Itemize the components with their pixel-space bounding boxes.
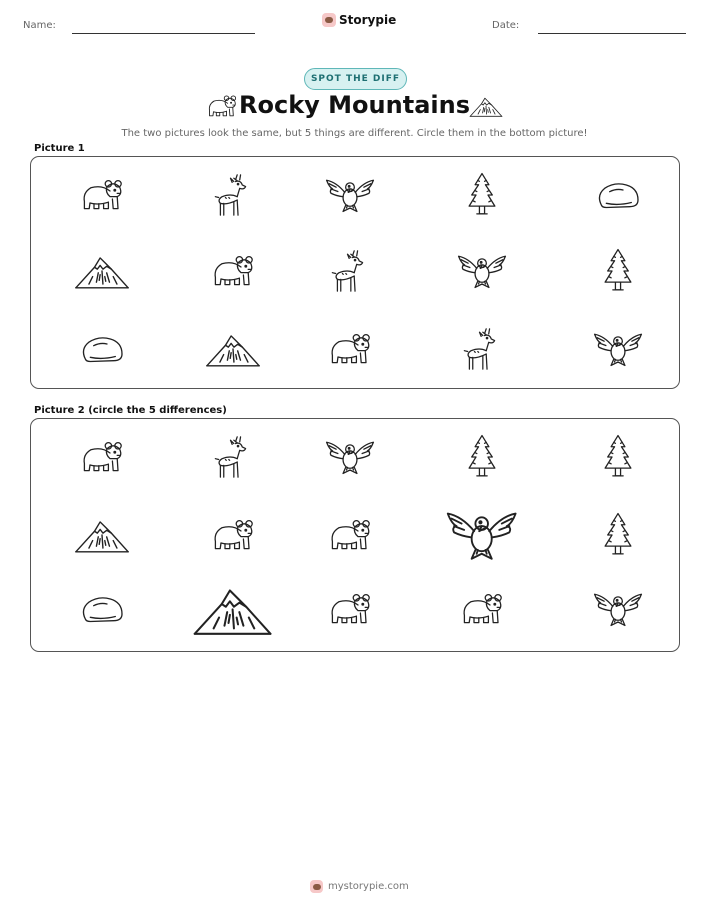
deer-icon[interactable] (329, 247, 371, 295)
deer-icon[interactable] (212, 433, 254, 481)
brand-name: Storypie (339, 13, 397, 27)
mountain-icon[interactable] (205, 328, 261, 370)
mountain-icon (469, 92, 503, 120)
storypie-logo-icon (310, 880, 323, 893)
rock-icon[interactable] (593, 176, 643, 214)
date-field[interactable] (538, 33, 686, 34)
eagle-icon[interactable] (324, 173, 376, 217)
eagle-icon[interactable] (456, 249, 508, 293)
deer-icon[interactable] (212, 171, 254, 219)
eagle-icon[interactable] (592, 587, 644, 631)
eagle-icon[interactable] (444, 503, 519, 567)
storypie-logo-icon (322, 13, 336, 27)
mountain-icon[interactable] (74, 250, 130, 292)
instructions: The two pictures look the same, but 5 things are different. Circle them in the bottom picture! (121, 128, 588, 139)
bear-icon[interactable] (209, 515, 257, 555)
picture2-frame[interactable] (30, 418, 680, 652)
deer-icon[interactable] (461, 325, 503, 373)
rock-icon[interactable] (77, 330, 127, 368)
pine-tree-icon[interactable] (464, 171, 500, 219)
mountain-icon[interactable] (192, 579, 273, 640)
pine-tree-icon[interactable] (464, 433, 500, 481)
bear-icon[interactable] (209, 251, 257, 291)
spot-the-diff-badge: SPOT THE DIFF (304, 68, 407, 90)
rock-icon[interactable] (77, 590, 127, 628)
pine-tree-icon[interactable] (600, 433, 636, 481)
pine-tree-icon[interactable] (600, 511, 636, 559)
bear-icon[interactable] (78, 437, 126, 477)
eagle-icon[interactable] (324, 435, 376, 479)
bear-icon[interactable] (326, 589, 374, 629)
name-field[interactable] (72, 33, 255, 34)
eagle-icon[interactable] (592, 327, 644, 371)
picture1-frame (30, 156, 680, 389)
bear-icon[interactable] (78, 175, 126, 215)
mountain-icon[interactable] (74, 514, 130, 556)
footer (310, 880, 409, 893)
picture2-label: Picture 2 (circle the 5 differences) (34, 405, 227, 416)
picture1-label: Picture 1 (34, 143, 85, 154)
brand (322, 13, 396, 27)
date-label: Date: (492, 20, 520, 31)
bear-icon[interactable] (326, 515, 374, 555)
footer-site[interactable]: mystorypie.com (328, 881, 409, 892)
bear-icon[interactable] (326, 329, 374, 369)
name-label: Name: (23, 20, 56, 31)
bear-icon[interactable] (458, 589, 506, 629)
pine-tree-icon[interactable] (600, 247, 636, 295)
page-title: Rocky Mountains (239, 91, 470, 119)
